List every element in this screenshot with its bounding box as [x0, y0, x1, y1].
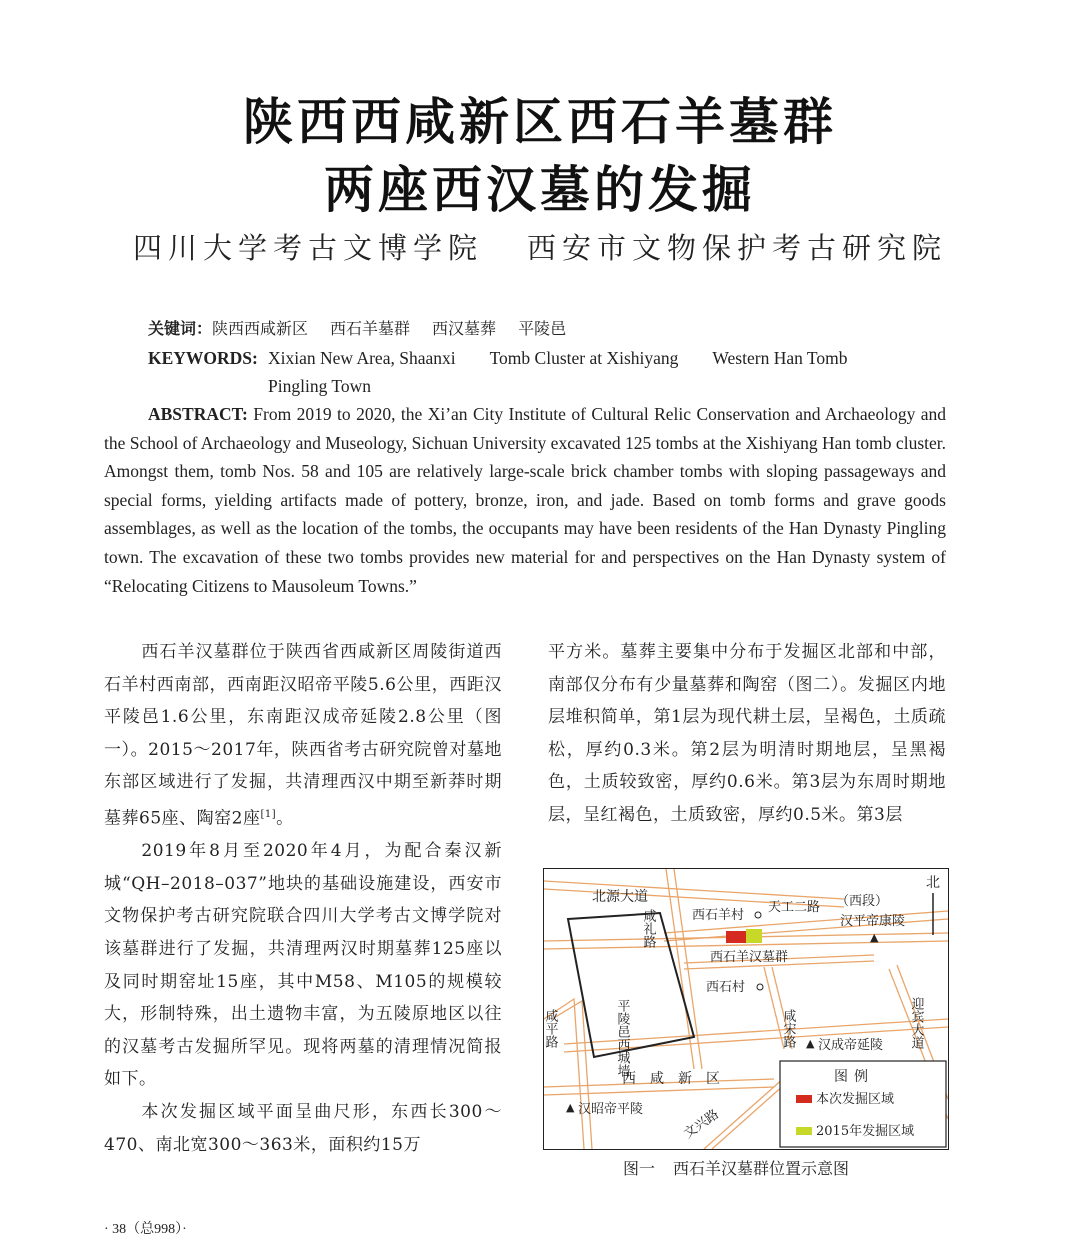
- footnote-ref[interactable]: [1]: [260, 808, 277, 820]
- north-label: 北: [926, 875, 940, 891]
- paragraph: 本次发掘区域平面呈曲尺形，东西长300～470、南北宽300～363米，面积约15万: [104, 1101, 502, 1155]
- keyword-en-1: Xixian New Area, Shaanxi: [268, 348, 456, 368]
- paragraph: [104, 636, 502, 835]
- abstract-label: ABSTRACT:: [148, 404, 248, 424]
- legend-current-label: 本次发掘区域: [816, 1092, 895, 1107]
- keywords-en-label: KEYWORDS:: [148, 348, 258, 368]
- abstract: [104, 400, 946, 600]
- label-xianping: 咸平路: [544, 1009, 558, 1048]
- mausoleum-marker: ▲: [870, 931, 879, 944]
- page-number: · 38（总998）·: [104, 1222, 187, 1237]
- excavation-2015-area: [746, 929, 762, 943]
- mausoleum-marker: ▲: [806, 1037, 815, 1050]
- keyword-en-2: Tomb Cluster at Xishiyang: [489, 348, 679, 368]
- paragraph-end: 。: [276, 808, 294, 829]
- figure-title: 西石羊汉墓群位置示意图: [673, 1159, 850, 1178]
- label-beiyuan: 北源大道: [592, 889, 648, 905]
- label-tomb-group: 西石羊汉墓群: [710, 950, 789, 965]
- legend-2015-label: 2015年发掘区域: [816, 1124, 915, 1139]
- map-legend: [780, 1061, 946, 1147]
- keyword-cn-1: 陕西西咸新区: [212, 319, 309, 338]
- keyword-cn-4: 平陵邑: [518, 319, 567, 338]
- label-xixian: 西咸新区: [622, 1071, 734, 1087]
- paragraph: 2019年8月至2020年4月，为配合秦汉新城“QH–2018–037”地块的基础设施建设，西安市文物保护考古研究院联合四川大学考古文博学院对该墓群进行了发掘，共清理两汉时期墓葬125座以及同时期窑址15座，其中M58、M105的规模较大，形制特殊，出土遗物丰富，为五陵原地区以往的汉墓考古发掘所罕见。现将两墓的清理情况简报如下。: [104, 841, 502, 1090]
- title-line-1: 陕西西咸新区西石羊墓群: [243, 92, 837, 151]
- legend-current-swatch: [796, 1095, 812, 1103]
- label-xishi-cun: 西石村: [706, 980, 746, 995]
- label-wenxing: 文兴路: [681, 1107, 722, 1142]
- label-pingling-city: 平陵邑西城墙: [614, 999, 630, 1077]
- current-excavation-area: [726, 931, 746, 943]
- figure-caption: [543, 1156, 947, 1179]
- abstract-text: From 2019 to 2020, the Xi’an City Institute of Cultural Relic Conservation and Archaeology and the School of Archaeology and Museology, Sichuan University excavated 125 tombs at the Xishiyang Han tomb cluster. Amongst them, tomb Nos. 58 and 105 are relatively large-scale brick chamber tombs with sloping passageways and special forms, yielding artifacts made of pottery, bronze, iron, and jade. Based on tomb forms and grave goods assemblages, as well as the location of the tombs, the occupants may have been residents of the Han Dynasty Pingling town. The excavation of these two tombs provides new material for and perspectives on the Han Dynasty system of “Relocating Citizens to Mausoleum Towns.”: [104, 404, 947, 596]
- paragraph-text: 西石羊汉墓群位于陕西省西咸新区周陵街道西石羊村西南部，西南距汉昭帝平陵5.6公里，西距汉平陵邑1.6公里，东南距汉成帝延陵2.8公里（图一）。2015～2017年，陕西省考古研究院曾对墓地东部区域进行了发掘，共清理西汉中期至新莽时期墓葬65座、陶窑2座: [104, 642, 502, 829]
- body-column-right: [548, 636, 946, 832]
- keyword-en-4: Pingling Town: [268, 376, 371, 396]
- label-tiangong: 天工二路: [768, 900, 821, 915]
- label-kangling: 汉平帝康陵: [840, 914, 906, 929]
- affiliation-1: 四川大学考古文博学院: [132, 231, 483, 265]
- label-xiduan: （西段）: [836, 894, 889, 909]
- label-yingbin: 迎宾大道: [908, 997, 924, 1049]
- paragraph: 平方米。墓葬主要集中分布于发掘区北部和中部，南部仅分布有少量墓葬和陶窑（图二）。发掘区内地层堆积简单，第1层为现代耕土层，呈褐色，土质疏松，厚约0.3米。第2层为明清时期地层，呈黑褐色，土质较致密，厚约0.6米。第3层为东周时期地层，呈红褐色，土质致密，厚约0.5米。第3层: [548, 642, 946, 825]
- keywords-cn: [148, 316, 948, 339]
- keyword-en-3: Western Han Tomb: [712, 348, 848, 368]
- label-xishiyang-cun: 西石羊村: [692, 908, 745, 923]
- label-chengde: 咸宋路: [780, 1009, 796, 1048]
- label-yanling: 汉成帝延陵: [818, 1038, 884, 1053]
- keywords-cn-label: 关键词：: [148, 321, 213, 338]
- map-svg: [544, 869, 948, 1149]
- title-line-2: 两座西汉墓的发掘: [324, 160, 756, 219]
- affiliations: [0, 226, 1080, 267]
- legend-title: 图例: [834, 1069, 874, 1085]
- keyword-cn-3: 西汉墓葬: [432, 319, 497, 338]
- label-zhaodi: 汉昭帝平陵: [578, 1102, 644, 1117]
- legend-2015-swatch: [796, 1127, 812, 1135]
- village-marker: [757, 984, 763, 990]
- body-column-left: [104, 636, 502, 1161]
- location-map: [543, 868, 949, 1150]
- figure-number: 图一: [622, 1159, 655, 1178]
- keyword-cn-2: 西石羊墓群: [330, 319, 411, 338]
- mausoleum-marker: ▲: [566, 1101, 575, 1114]
- label-xianli: 咸礼路: [640, 909, 656, 948]
- village-marker: [755, 912, 761, 918]
- affiliation-2: 西安市文物保护考古研究院: [527, 231, 948, 265]
